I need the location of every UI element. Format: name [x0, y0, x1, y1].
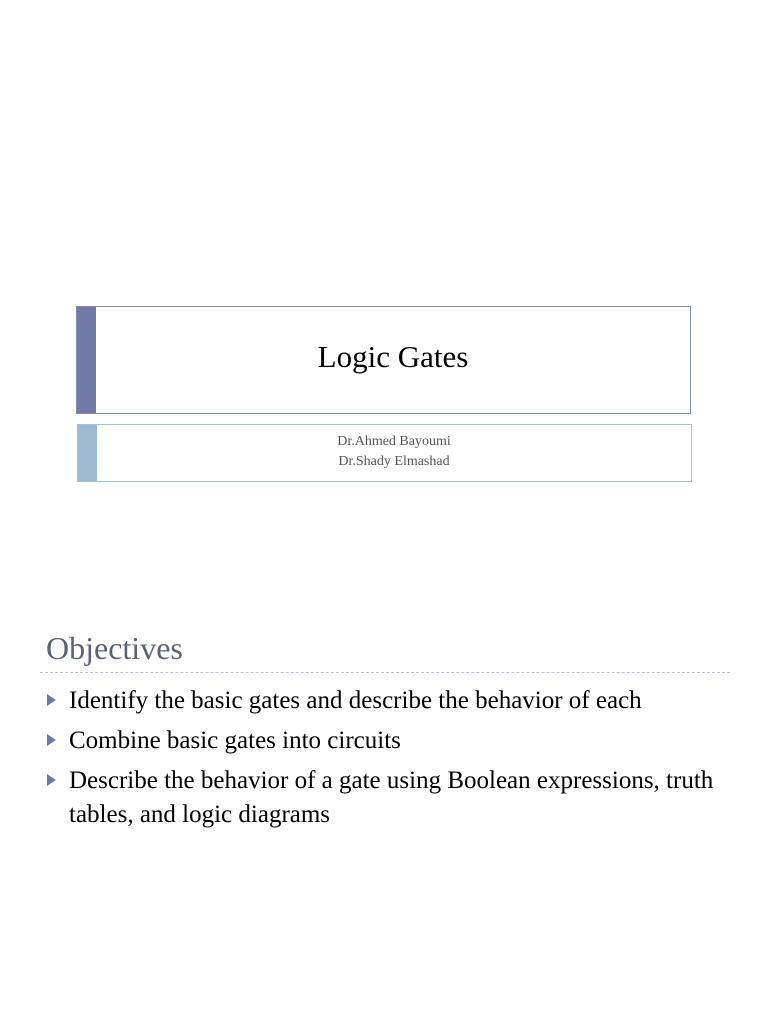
author-name: Dr.Shady Elmashad — [338, 454, 450, 469]
objective-text: Combine basic gates into circuits — [69, 727, 401, 754]
author-list — [97, 432, 691, 472]
author-name: Dr.Ahmed Bayoumi — [337, 434, 451, 449]
objective-text: Identify the basic gates and describe the behavior of each — [69, 687, 642, 714]
author-accent-bar — [78, 425, 97, 481]
title-box — [76, 306, 691, 414]
list-item — [46, 724, 736, 758]
author-box — [77, 424, 692, 482]
heading-divider — [40, 672, 730, 673]
list-item — [46, 684, 736, 718]
triangle-right-icon — [47, 734, 56, 746]
triangle-right-icon — [47, 694, 56, 706]
title-accent-bar — [77, 307, 96, 413]
objectives-list — [46, 684, 736, 838]
objectives-heading: Objectives — [46, 630, 183, 666]
objective-text: Describe the behavior of a gate using Boolean expressions, truth tables, and logic diagrams — [69, 767, 714, 828]
slide-title: Logic Gates — [317, 339, 469, 374]
list-item — [46, 764, 736, 832]
triangle-right-icon — [47, 774, 56, 786]
